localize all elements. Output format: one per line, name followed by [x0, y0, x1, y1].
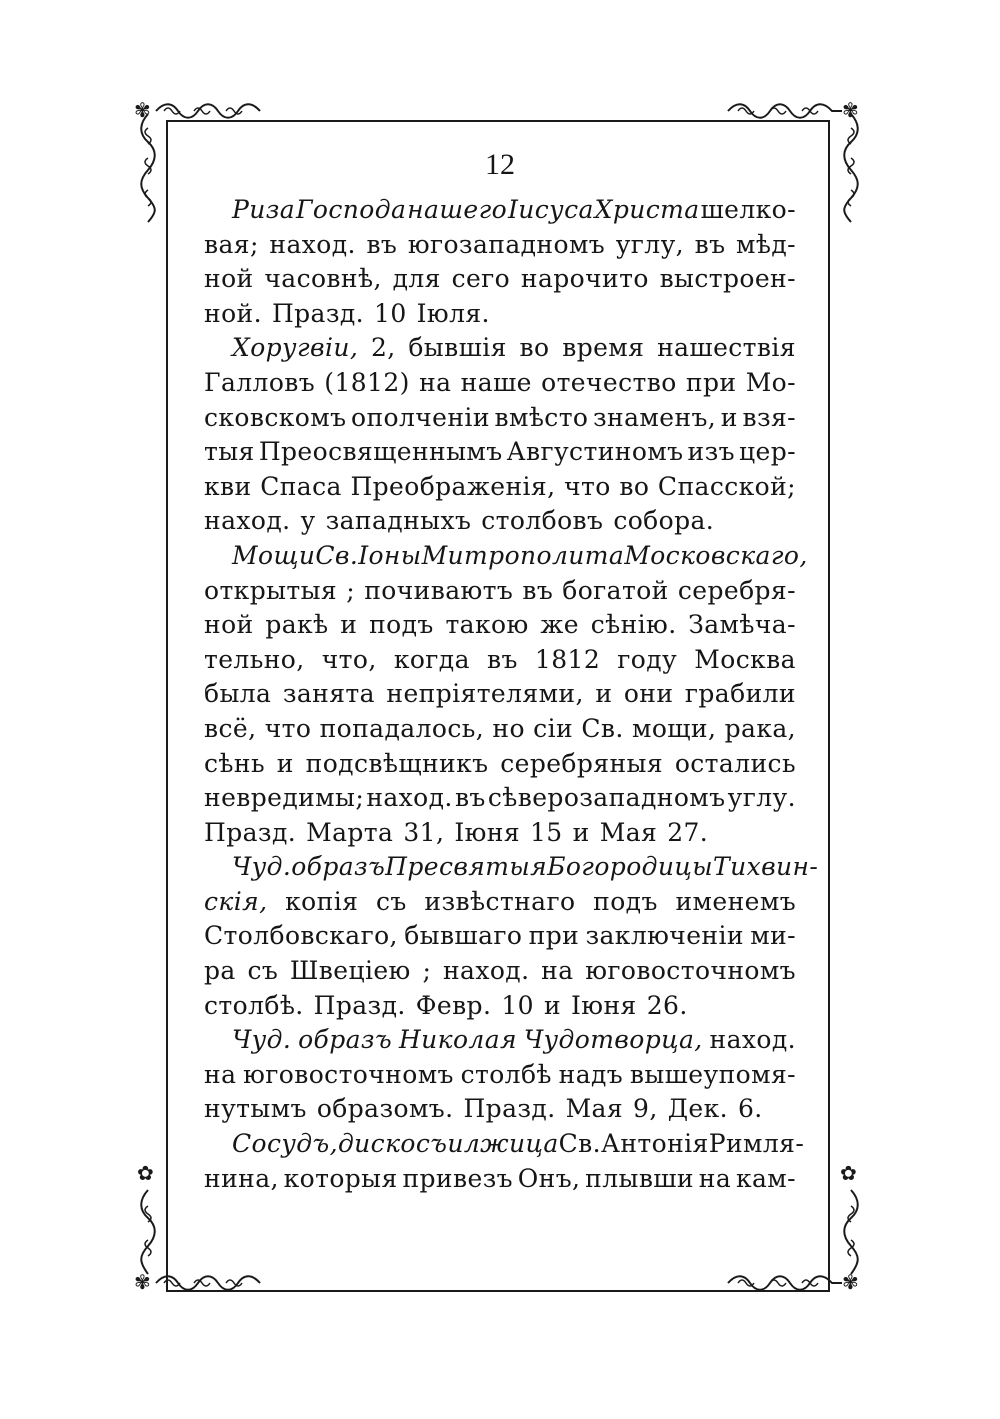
text-word: мощи,	[631, 713, 717, 743]
text-word: Чуд.	[232, 852, 292, 882]
text-word: наше	[460, 367, 532, 397]
text-word: 10	[374, 298, 407, 328]
text-word: наход.	[269, 229, 356, 259]
text-word: Москва	[694, 644, 796, 674]
text-word: цер-	[739, 437, 796, 467]
text-line	[204, 262, 796, 297]
text-word: Чудотворца,	[523, 1025, 703, 1055]
text-word: они	[623, 679, 674, 709]
text-line	[204, 228, 796, 263]
text-word: юговосточномъ	[585, 956, 796, 986]
text-word: занята	[282, 679, 375, 709]
text-word: кам-	[735, 1163, 796, 1193]
text-word: Мо-	[745, 367, 796, 397]
text-word: Мощи	[232, 540, 316, 570]
text-word: же	[540, 610, 579, 640]
text-line	[204, 1023, 796, 1058]
text-word: Празд.	[271, 298, 365, 328]
text-line	[204, 401, 796, 436]
text-word: подсвѣщникъ	[305, 748, 489, 778]
text-word: во	[619, 471, 650, 501]
text-line	[204, 919, 796, 954]
text-word: наход.	[204, 506, 291, 536]
text-word: Московскаго,	[624, 540, 808, 570]
text-word: 10	[501, 990, 534, 1020]
text-line	[204, 781, 796, 816]
text-word: серебряныя	[500, 748, 663, 778]
text-word: время	[562, 333, 645, 363]
text-word: невредимы;	[204, 783, 365, 813]
text-word: Іоны	[358, 540, 422, 570]
text-word: Антонія	[601, 1129, 709, 1159]
text-word: Іюля.	[416, 298, 490, 328]
text-word: рака,	[724, 713, 796, 743]
text-word: ;	[422, 956, 432, 986]
text-word: нина,	[204, 1163, 279, 1193]
text-word: заключеніи	[585, 921, 744, 951]
text-word: для	[392, 264, 441, 294]
text-line	[204, 435, 796, 470]
text-word: сіи	[533, 713, 574, 743]
text-word: попадалось,	[319, 713, 485, 743]
text-word: и	[720, 402, 738, 432]
text-word: Риза	[232, 195, 296, 224]
text-word: Іюня	[571, 990, 637, 1020]
text-word: углу,	[615, 229, 685, 259]
text-word: Спасской;	[657, 471, 796, 501]
text-word: нашего	[407, 195, 508, 224]
text-line	[204, 712, 796, 747]
text-word: ми-	[750, 921, 796, 951]
svg-text:✿: ✿	[137, 1161, 154, 1185]
text-word: бывшія	[408, 333, 507, 363]
text-line	[204, 366, 796, 401]
text-word: кви	[204, 471, 252, 501]
text-word: сѣверозападномъ	[487, 783, 726, 813]
text-word: Христа	[594, 195, 700, 224]
text-word: въ	[487, 644, 518, 674]
text-word: Празд.	[313, 990, 406, 1020]
text-word: Спаса	[260, 471, 342, 501]
text-word: Преосвященнымъ	[258, 437, 503, 467]
text-word: и	[447, 1129, 464, 1159]
text-word: сего	[451, 264, 511, 294]
text-word: Замѣча-	[688, 610, 796, 640]
text-word: именемъ	[675, 886, 796, 916]
text-word: 2,	[370, 333, 396, 363]
text-word: шелко-	[700, 195, 796, 224]
text-word: во	[519, 333, 550, 363]
text-word: Мая	[565, 1094, 624, 1124]
text-word: вышеупомя-	[629, 1059, 796, 1089]
text-word: плывши	[585, 1163, 694, 1193]
text-word: привезъ	[402, 1163, 513, 1193]
text-word: нашествія	[657, 333, 796, 363]
text-line	[204, 1058, 796, 1093]
text-word: Николая	[398, 1025, 517, 1055]
text-word: которыя	[283, 1163, 398, 1193]
text-word: копія	[285, 886, 359, 916]
text-word: Св.	[315, 540, 359, 570]
text-word: лжица	[463, 1129, 559, 1159]
text-word: подъ	[593, 886, 658, 916]
text-word: Дек.	[667, 1094, 728, 1124]
text-word: богатой	[562, 575, 669, 605]
text-line	[204, 1127, 805, 1162]
text-word: въ	[694, 229, 726, 259]
text-word: у	[300, 506, 316, 536]
text-word: столбѣ	[460, 1059, 552, 1089]
text-word: мѣд-	[736, 229, 796, 259]
side-ornament-left-bottom	[135, 1150, 161, 1280]
side-ornament-right-bottom	[838, 1150, 864, 1280]
text-word: Римля-	[708, 1129, 805, 1159]
text-word: сѣнь	[204, 748, 265, 778]
text-line	[204, 297, 796, 332]
text-word: Празд.	[204, 817, 297, 847]
text-word: Августиномъ	[506, 437, 684, 467]
text-word: на	[204, 1059, 237, 1089]
text-word: Чуд.	[232, 1025, 292, 1055]
text-word: Іюня	[454, 817, 520, 847]
text-word: 15	[530, 817, 563, 847]
text-word: и	[543, 990, 562, 1020]
text-word: наход.	[366, 783, 453, 813]
text-line	[204, 1162, 796, 1197]
text-word: такою	[445, 610, 529, 640]
text-word: скія,	[204, 886, 268, 916]
text-word: Мая	[599, 817, 658, 847]
text-word: Празд.	[463, 1094, 556, 1124]
text-word: углу.	[727, 783, 796, 813]
text-word: что,	[321, 644, 377, 674]
text-line	[204, 643, 796, 678]
text-word: 31,	[403, 817, 445, 847]
text-word: почиваютъ	[364, 575, 514, 605]
text-word: надъ	[558, 1059, 624, 1089]
text-word: была	[204, 679, 272, 709]
text-word: нутымъ	[204, 1094, 307, 1124]
text-word: тельно,	[204, 644, 305, 674]
text-word: Пресвятыя	[385, 852, 548, 882]
text-word: что	[564, 471, 611, 501]
text-line	[204, 574, 796, 609]
svg-text:✾: ✾	[134, 1270, 151, 1294]
text-word: Швеціею	[289, 956, 411, 986]
text-word: Галловъ	[204, 367, 316, 397]
text-word: Тихвин-	[713, 852, 819, 882]
text-line	[204, 1092, 796, 1127]
text-word: 6.	[738, 1094, 763, 1124]
text-word: отечество	[541, 367, 677, 397]
text-word: столбовъ	[481, 506, 604, 536]
text-word: 27.	[667, 817, 709, 847]
text-word: изъ	[687, 437, 735, 467]
text-line	[204, 989, 796, 1024]
text-word: Хоругвіи,	[232, 333, 359, 363]
text-word: когда	[393, 644, 470, 674]
text-word: (1812)	[324, 367, 410, 397]
text-word: на	[698, 1163, 732, 1193]
text-word: году	[617, 644, 678, 674]
text-line	[204, 885, 796, 920]
text-word: ополченіи	[351, 402, 490, 432]
text-word: на	[419, 367, 452, 397]
text-word: всё,	[204, 713, 257, 743]
text-word: съ	[375, 886, 407, 916]
text-word: наход.	[442, 956, 530, 986]
page-number: 12	[485, 148, 515, 181]
text-word: непріятелями,	[386, 679, 584, 709]
text-word: ракѣ	[265, 610, 329, 640]
text-line	[204, 850, 819, 885]
text-word: въ	[454, 783, 486, 813]
text-word: образомъ.	[316, 1094, 454, 1124]
text-word: Марта	[306, 817, 394, 847]
text-word: открытыя	[204, 575, 338, 605]
text-line	[204, 539, 808, 574]
text-line	[204, 816, 796, 851]
text-word: знаменъ,	[593, 402, 717, 432]
text-word: Іисуса	[507, 195, 594, 224]
text-word: подъ	[369, 610, 434, 640]
text-word: сковскомъ	[204, 402, 347, 432]
text-word: и	[572, 817, 590, 847]
text-word: Онъ,	[517, 1163, 581, 1193]
text-word: сѣнію.	[590, 610, 677, 640]
text-word: Господа	[295, 195, 407, 224]
text-line	[204, 608, 796, 643]
text-word: при	[528, 921, 580, 951]
text-word: юговосточномъ	[243, 1059, 454, 1089]
text-word: собора.	[613, 506, 715, 536]
text-word: ;	[346, 575, 356, 605]
text-word: остались	[674, 748, 796, 778]
text-word: въ	[522, 575, 554, 605]
text-word: на	[541, 956, 574, 986]
svg-text:✾: ✾	[842, 1270, 859, 1294]
text-word: ной	[204, 610, 254, 640]
text-word: образъ	[298, 1025, 393, 1055]
text-word: но	[492, 713, 525, 743]
text-word: ной.	[204, 298, 262, 328]
text-line	[204, 677, 796, 712]
text-word: нарочито	[520, 264, 649, 294]
text-word: бывшаго	[404, 921, 523, 951]
body-text	[204, 193, 819, 1196]
text-word: ной	[204, 264, 254, 294]
text-word: образъ	[291, 852, 386, 882]
text-word: и	[595, 679, 613, 709]
text-line	[204, 954, 796, 989]
text-word: при	[685, 367, 737, 397]
text-word: часовнѣ,	[264, 264, 382, 294]
text-word: 9,	[633, 1094, 658, 1124]
text-word: Св.	[558, 1129, 602, 1159]
text-word: Сосудъ,	[232, 1129, 338, 1159]
text-word: Столбовскаго,	[204, 921, 398, 951]
text-word: грабили	[684, 679, 796, 709]
text-word: 1812	[534, 644, 601, 674]
text-word: и	[276, 748, 294, 778]
text-line	[204, 193, 796, 228]
text-word: Богородицы	[547, 852, 713, 882]
text-line	[204, 331, 796, 366]
text-word: тыя	[204, 437, 255, 467]
svg-text:✾: ✾	[134, 98, 151, 122]
text-word: извѣстнаго	[424, 886, 576, 916]
text-word: Св.	[581, 713, 624, 743]
text-word: вмѣсто	[494, 402, 589, 432]
svg-text:✿: ✿	[840, 1161, 857, 1185]
text-word: наход.	[709, 1025, 796, 1055]
text-word: въ	[366, 229, 398, 259]
text-word: что	[264, 713, 312, 743]
text-word: съ	[247, 956, 279, 986]
text-word: столбѣ.	[204, 990, 304, 1020]
text-line	[204, 504, 796, 539]
text-word: дискосъ	[337, 1129, 448, 1159]
text-line	[204, 470, 796, 505]
text-word: Митрополита	[421, 540, 625, 570]
text-word: серебря-	[677, 575, 796, 605]
text-word: Преображенія,	[350, 471, 556, 501]
text-word: взя-	[742, 402, 796, 432]
text-word: и	[340, 610, 358, 640]
text-word: югозападномъ	[407, 229, 606, 259]
text-word: 26.	[646, 990, 688, 1020]
text-word: западныхъ	[325, 506, 472, 536]
text-word: вая;	[204, 229, 259, 259]
text-line	[204, 747, 796, 782]
text-word: выстроен-	[659, 264, 796, 294]
svg-text:✾: ✾	[842, 98, 859, 122]
text-word: ра	[204, 956, 236, 986]
text-word: Февр.	[415, 990, 492, 1020]
